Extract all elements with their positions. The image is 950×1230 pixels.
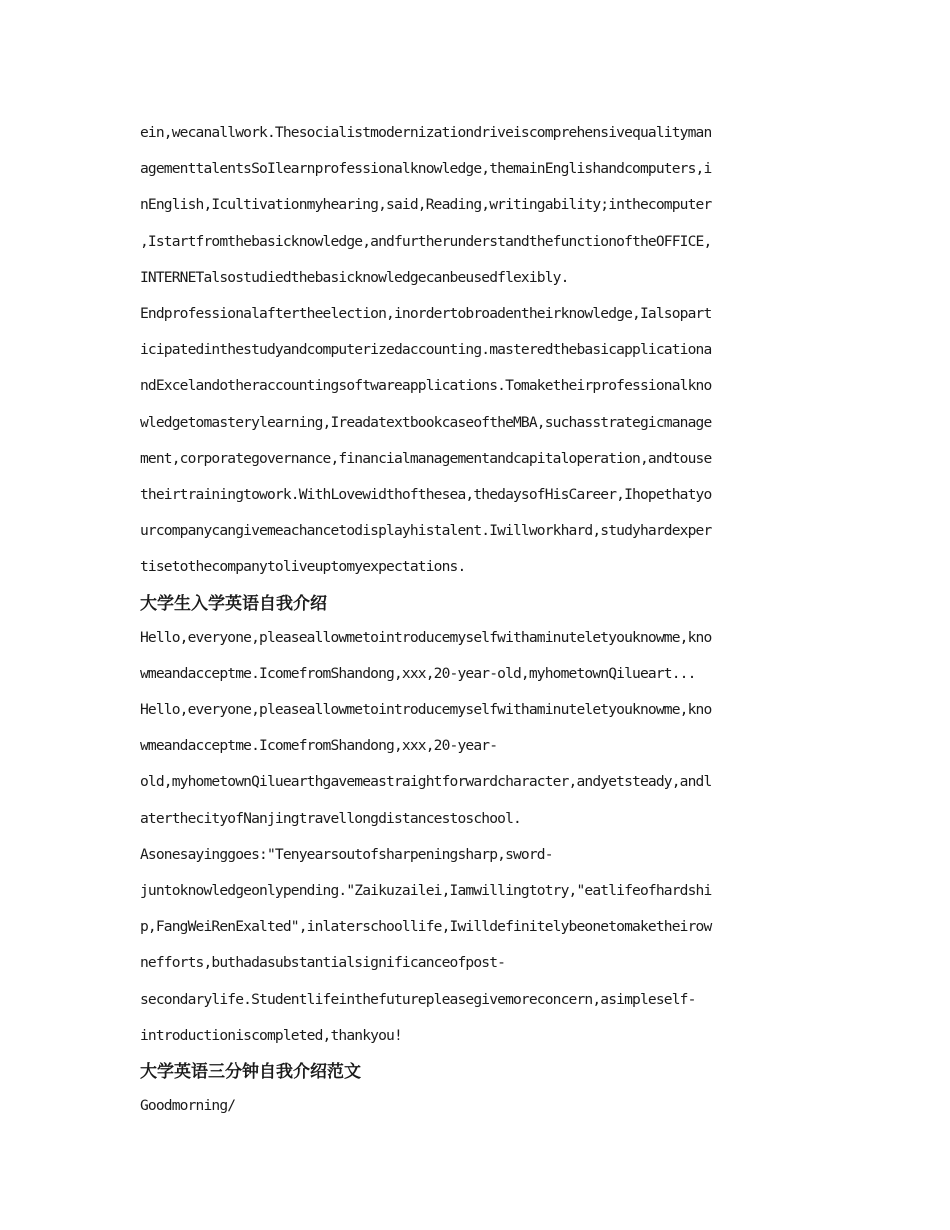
paragraph-line: theirtrainingtowork.WithLovewidthofthesea,thedaysofHisCareer,Ihopethatyo: [140, 486, 712, 504]
section-job-intro-continuation: [140, 115, 812, 586]
paragraph-line: aterthecityofNanjingtravellongdistancestoschool.: [140, 809, 521, 827]
paragraph-line: Hello,everyone,pleaseallowmetointroducemyselfwithaminuteletyouknowme,kno: [140, 628, 712, 646]
section-three-minute-intro: [140, 1054, 812, 1124]
paragraph-line: icipatedinthestudyandcomputerizedaccounting.masteredthebasicapplicationa: [140, 341, 712, 359]
paragraph-line: old,myhometownQiluearthgavemeastraightforwardcharacter,andyetsteady,andl: [140, 773, 712, 791]
paragraph-line: wmeandacceptme.IcomefromShandong,xxx,20-year-old,myhometownQilueart...: [140, 664, 696, 682]
paragraph-line: INTERNETalsostudiedthebasicknowledgecanbeusedflexibly.: [140, 268, 569, 286]
paragraph-line: ,Istartfromthebasicknowledge,andfurtherunderstandthefunctionoftheOFFICE,: [140, 232, 712, 250]
paragraph-line: agementtalentsSoIlearnprofessionalknowledge,themainEnglishandcomputers,i: [140, 160, 712, 178]
paragraph-line: tisetothecompanytoliveuptomyexpectations.: [140, 558, 466, 576]
section-heading: 大学英语三分钟自我介绍范文: [140, 1062, 361, 1083]
paragraph-line: ment,corporategovernance,financialmanagementandcapitaloperation,andtouse: [140, 449, 712, 467]
paragraph-line: ndExcelandotheraccountingsoftwareapplications.Tomaketheirprofessionalkno: [140, 377, 712, 395]
paragraph-line: nEnglish,Icultivationmyhearing,said,Reading,writingability;inthecomputer: [140, 196, 712, 214]
paragraph-line: Goodmorning/: [140, 1097, 236, 1115]
paragraph-line: nefforts,buthadasubstantialsignificanceofpost-: [140, 954, 506, 972]
paragraph-line: introductioniscompleted,thankyou!: [140, 1026, 402, 1044]
paragraph-line: ein,wecanallwork.Thesocialistmodernizationdriveiscomprehensivequalityman: [140, 124, 712, 141]
section-college-entrance-intro: [140, 586, 812, 1054]
paragraph-line: Asonesayinggoes:"Tenyearsoutofsharpeningsharp,sword-: [140, 845, 553, 863]
document-page: [140, 115, 812, 1124]
paragraph-line: wmeandacceptme.IcomefromShandong,xxx,20-year-: [140, 737, 498, 755]
paragraph-line: p,FangWeiRenExalted",inlaterschoollife,Iwilldefinitelybeonetomaketheirow: [140, 918, 712, 936]
paragraph-line: wledgetomasterylearning,IreadatextbookcaseoftheMBA,suchasstrategicmanage: [140, 413, 712, 431]
paragraph-line: Endprofessionalaftertheelection,inordertobroadentheirknowledge,Ialsopart: [140, 305, 712, 323]
section-heading: 大学生入学英语自我介绍: [140, 593, 327, 614]
paragraph-line: Hello,everyone,pleaseallowmetointroducemyselfwithaminuteletyouknowme,kno: [140, 701, 712, 719]
paragraph-line: secondarylife.Studentlifeinthefuturepleasegivemoreconcern,asimpleself-: [140, 990, 696, 1008]
paragraph-line: juntoknowledgeonlypending."Zaikuzailei,Iamwillingtotry,"eatlifeofhardshi: [140, 882, 712, 900]
paragraph-line: urcompanycangivemeachancetodisplayhistalent.Iwillworkhard,studyhardexper: [140, 522, 712, 540]
